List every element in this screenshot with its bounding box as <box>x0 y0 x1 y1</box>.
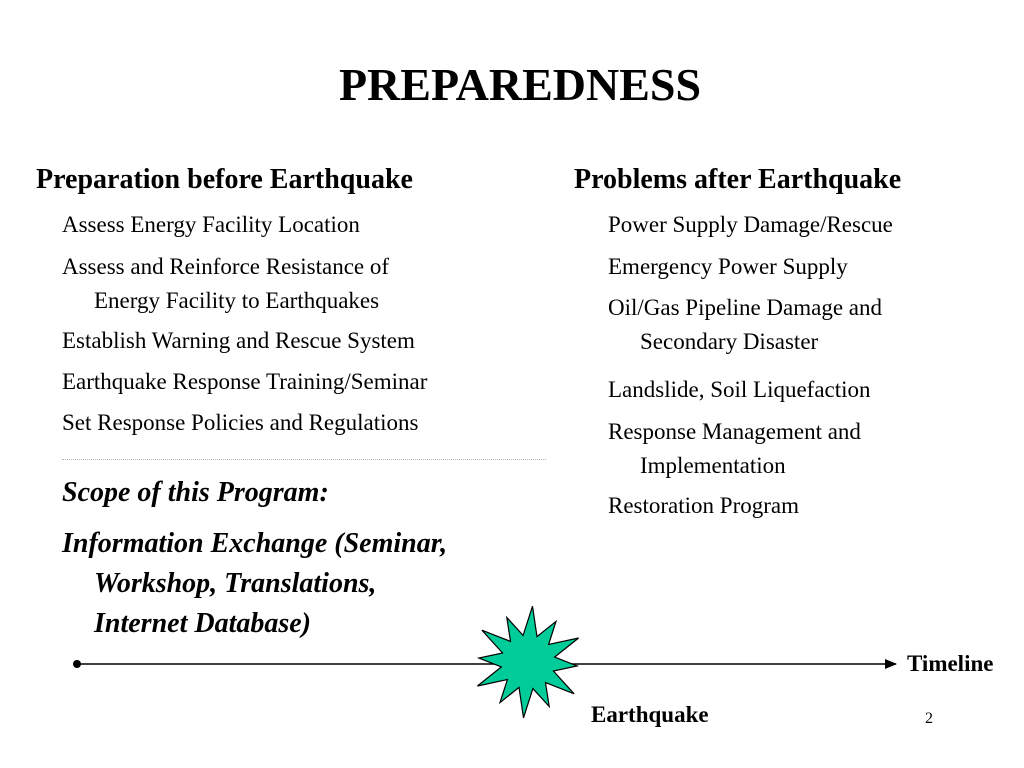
timeline-label: Timeline <box>907 651 994 676</box>
left-item-text-continued: Energy Facility to Earthquakes <box>94 288 380 313</box>
right-item-text: Response Management and <box>608 419 861 444</box>
scope-line-3: Internet Database) <box>94 608 311 639</box>
right-item-text: Oil/Gas Pipeline Damage and <box>608 295 883 320</box>
left-item-text: Assess and Reinforce Resistance of <box>62 254 390 279</box>
earthquake-label: Earthquake <box>591 702 709 727</box>
left-item-text: Assess Energy Facility Location <box>62 212 360 237</box>
right-item-text-continued: Implementation <box>640 453 786 478</box>
right-item-text-continued: Secondary Disaster <box>640 329 819 354</box>
page-number: 2 <box>925 710 933 727</box>
slide-title: PREPAREDNESS <box>338 59 702 110</box>
right-item-text: Restoration Program <box>608 493 799 518</box>
left-item-text: Set Response Policies and Regulations <box>62 410 419 435</box>
left-item-text: Establish Warning and Rescue System <box>62 328 415 353</box>
right-item-text: Power Supply Damage/Rescue <box>608 212 893 237</box>
earthquake-burst-icon <box>477 606 578 718</box>
left-column-heading: Preparation before Earthquake <box>36 164 413 195</box>
right-item-text: Landslide, Soil Liquefaction <box>608 377 871 402</box>
right-item-text: Emergency Power Supply <box>608 254 848 279</box>
scope-line-2: Workshop, Translations, <box>94 568 377 599</box>
scope-line-1: Information Exchange (Seminar, <box>62 528 448 559</box>
right-column-heading: Problems after Earthquake <box>574 164 902 195</box>
scope-heading: Scope of this Program: <box>62 477 329 508</box>
left-item-text: Earthquake Response Training/Seminar <box>62 369 428 394</box>
